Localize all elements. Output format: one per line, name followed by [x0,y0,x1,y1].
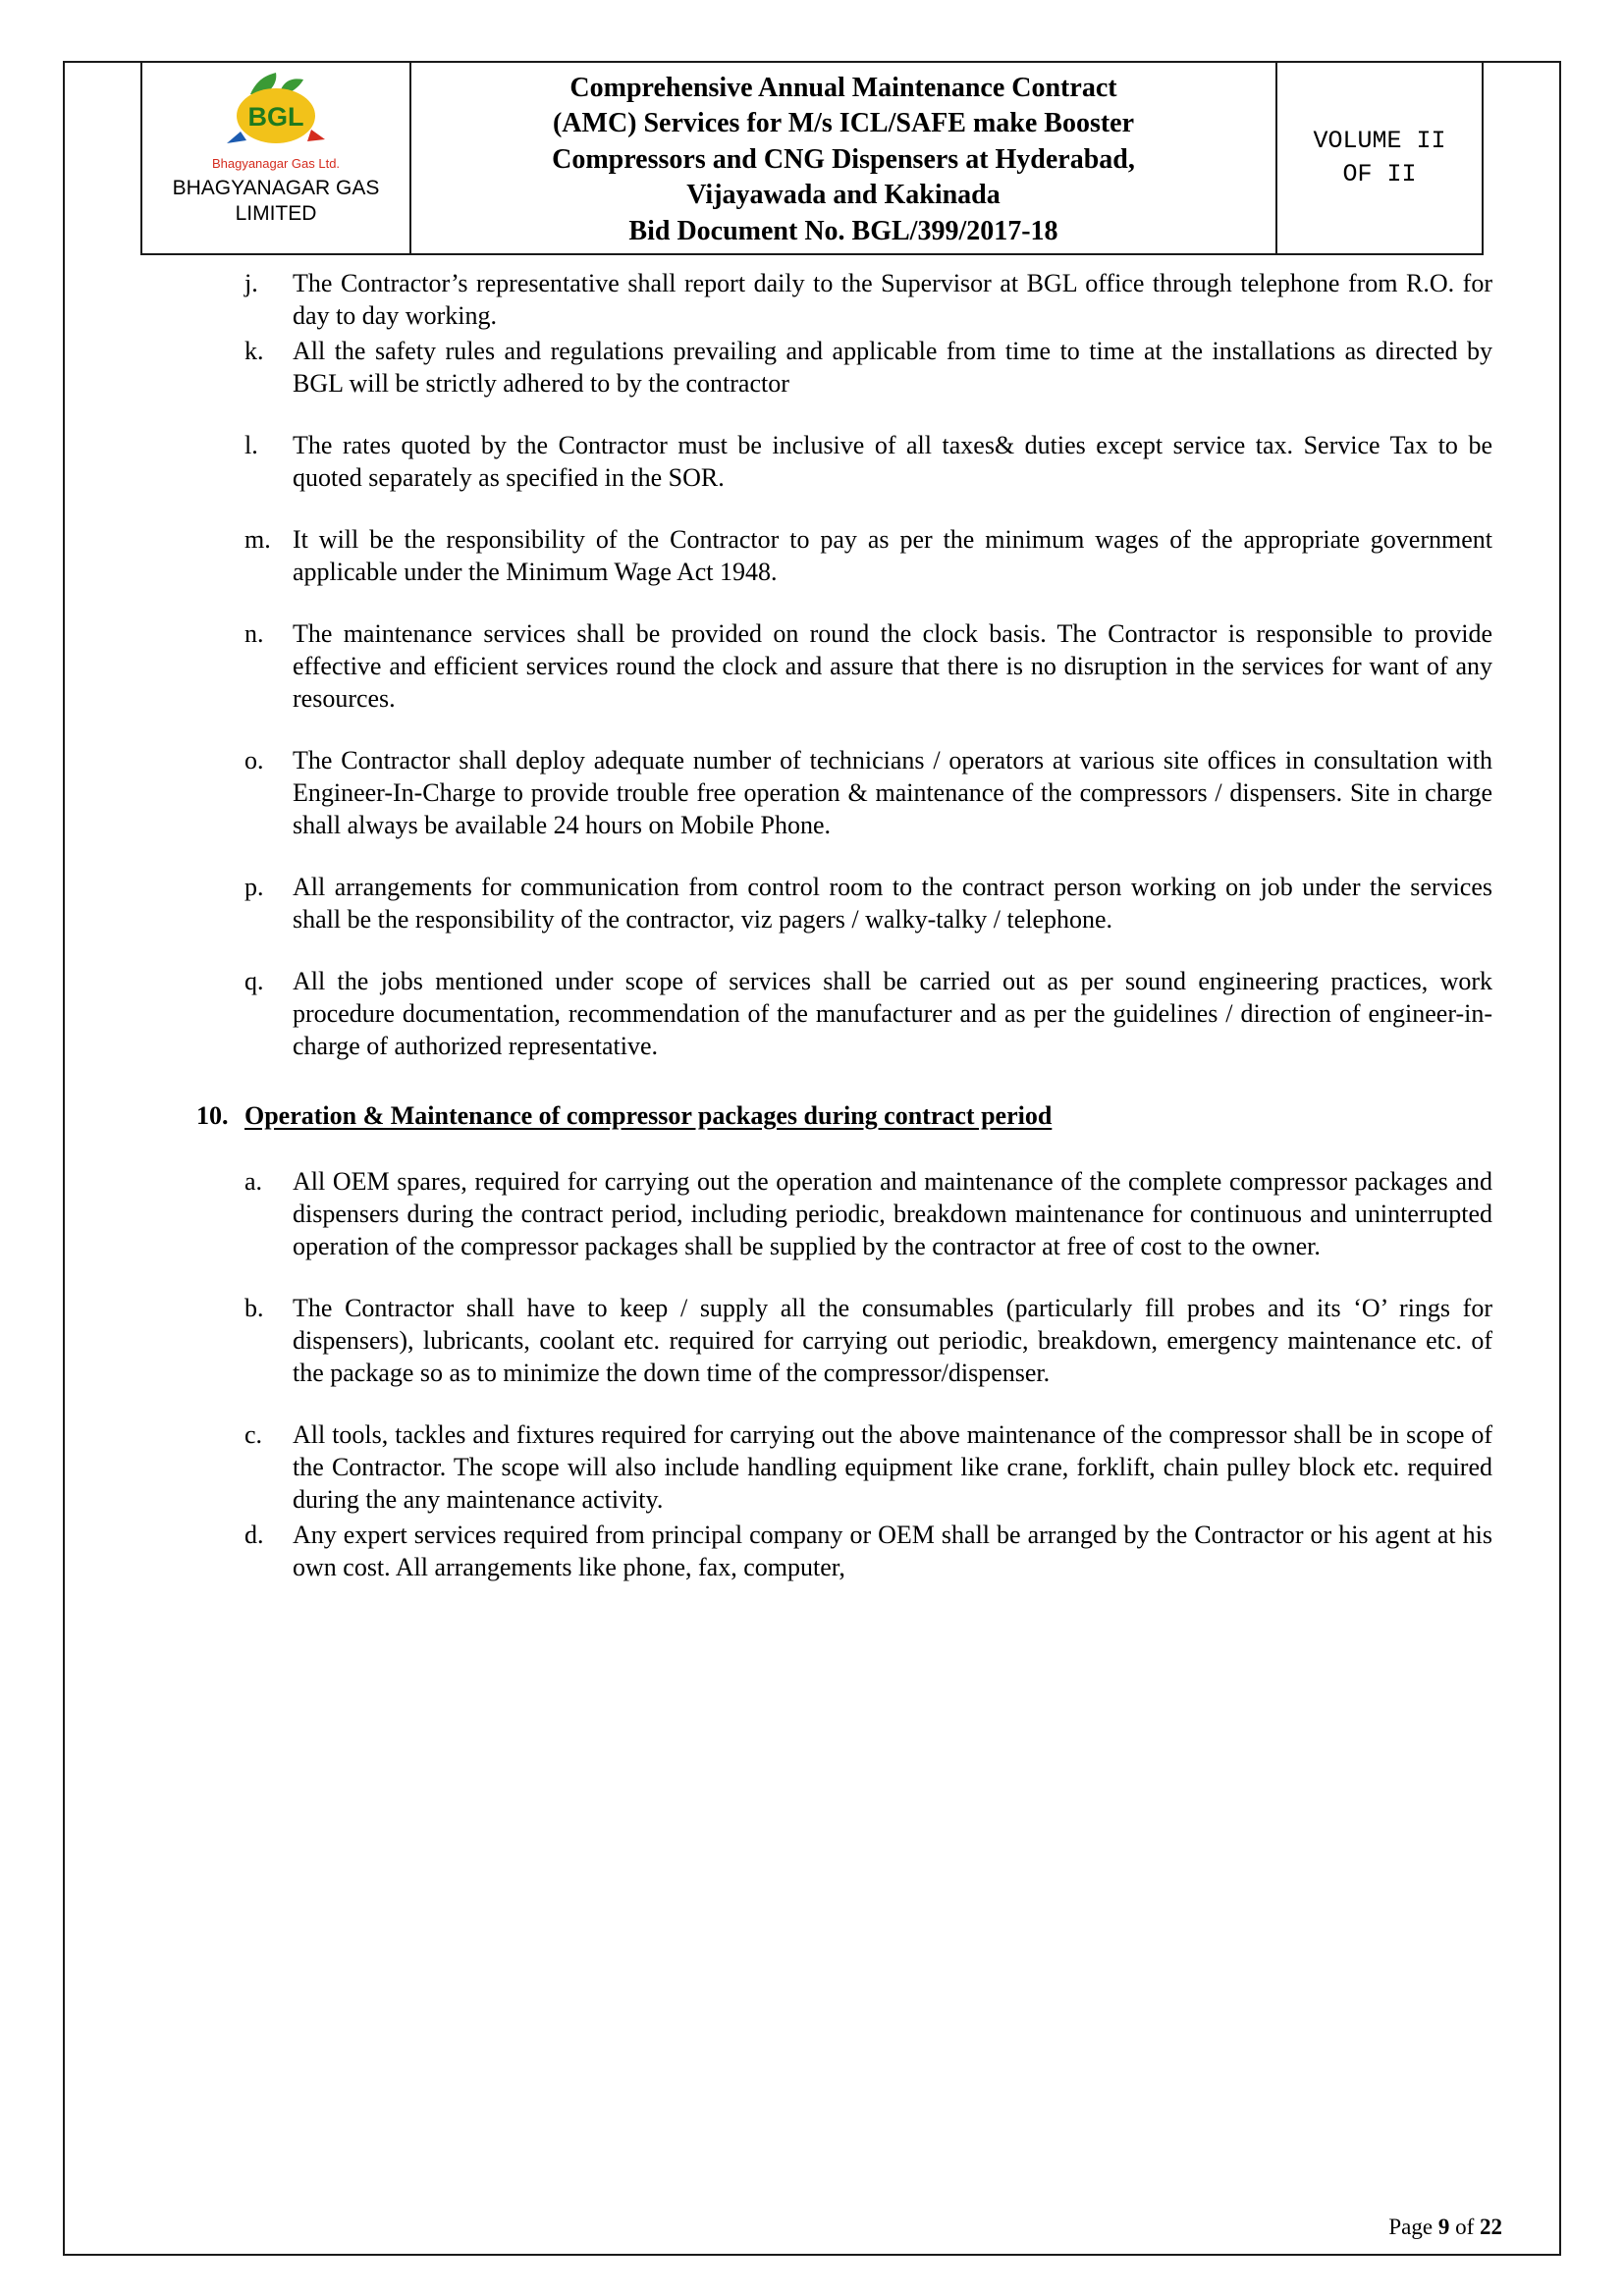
list-item-text: The maintenance services shall be provided on round the clock basis. The Contractor is responsible to provide effective and efficient services round the clock and assure that there is no disruption in the services for want of any resources. [293,618,1492,713]
list-item-label: p. [244,872,264,901]
list-item-label: a. [244,1166,263,1196]
footer-of-word: of [1455,2215,1475,2239]
list-item-text: The rates quoted by the Contractor must be inclusive of all taxes& duties except service tax. Service Tax to be quoted separately as specified in the SOR. [293,430,1492,492]
list-item-label: m. [244,524,271,554]
footer-page-word: Page [1388,2215,1434,2239]
document-header [140,61,1484,255]
logo-cell [142,63,411,253]
title-cell [411,63,1277,253]
bid-document-number: Bid Document No. BGL/399/2017-18 [628,215,1058,246]
volume-line1: VOLUME II [1313,127,1446,156]
list-item-text: The Contractor shall have to keep / supply all the consumables (particularly fill probes and its ‘O’ rings for dispensers), lubricants, coolant etc. required for carrying out periodic, breakdown, emergency maintenance etc. of the package so as to minimize the down time of the compressor/dispenser. [293,1293,1492,1387]
list-item-text: All the jobs mentioned under scope of services shall be carried out as per sound engineering practices, work procedure documentation, recommendation of the manufacturer and as per the guidelines / direction of engineer-in-charge of authorized representative. [293,966,1492,1060]
list-item [244,523,1492,588]
list-item-label: k. [244,336,264,365]
section-number: 10. [196,1100,229,1130]
document-title-line2: (AMC) Services for M/s ICL/SAFE make Booster [552,108,1135,139]
footer-total-pages: 22 [1480,2215,1502,2239]
list-item-label: c. [244,1419,263,1449]
volume-cell [1277,63,1482,253]
list-item [244,1165,1492,1262]
list-item-label: j. [244,268,258,297]
company-name-line1: BHAGYANAGAR GAS [172,177,380,199]
list-item [244,429,1492,494]
list-item-text: All tools, tackles and fixtures required for carrying out the above maintenance of the compressor shall be in scope of the Contractor. The scope will also include handling equipment like crane, forklift, chain pulley block etc. required during the any maintenance activity. [293,1419,1492,1514]
list-item [244,744,1492,841]
list-item [244,1418,1492,1516]
company-name-line2: LIMITED [235,202,317,226]
list-item-label: q. [244,966,264,995]
section-heading [196,1099,1492,1132]
document-title-line1: Comprehensive Annual Maintenance Contract [569,73,1117,103]
list-item-text: The Contractor’s representative shall report daily to the Supervisor at BGL office through telephone from R.O. for day to day working. [293,268,1492,330]
list-item-label: l. [244,430,258,459]
document-title-line4: Vijayawada and Kakinada [686,180,1001,211]
list-item-label: b. [244,1293,264,1322]
document-body [65,255,1559,1583]
list-item-text: All the safety rules and regulations prevailing and applicable from time to time at the installations as directed by BGL will be strictly adhered to by the contractor [293,336,1492,398]
list-item-label: n. [244,618,264,648]
list-item-text: Any expert services required from principal company or OEM shall be arranged by the Contractor or his agent at his own cost. All arrangements like phone, fax, computer, [293,1520,1492,1581]
list-item [244,1292,1492,1389]
footer-page-number: 9 [1437,2215,1450,2239]
logo-tagline: Bhagyanagar Gas Ltd. [211,156,341,171]
list-item [244,965,1492,1062]
company-name [173,176,380,228]
logo-acronym: BGL [247,102,304,132]
section-title: Operation & Maintenance of compressor packages during contract period [244,1100,1053,1130]
bgl-logo-icon [221,71,331,160]
list-item-text: All arrangements for communication from control room to the contract person working on job under the services shall be the responsibility of the contractor, viz pagers / walky-talky / telephone. [293,872,1492,934]
list-item-label: d. [244,1520,264,1549]
list-item [244,1519,1492,1583]
list-item [244,617,1492,715]
list-item [244,871,1492,935]
list-item-label: o. [244,745,264,774]
document-title-line3: Compressors and CNG Dispensers at Hyderabad, [552,143,1135,175]
list-item-text: The Contractor shall deploy adequate number of technicians / operators at various site offices in consultation with Engineer-In-Charge to provide trouble free operation & maintenance of the compressors / dispensers. Site in charge shall always be available 24 hours on Mobile Phone. [293,745,1492,839]
list-item [244,267,1492,332]
page-border [63,61,1561,2256]
list-item-text: All OEM spares, required for carrying out the operation and maintenance of the complete compressor packages and dispensers during the contract period, including periodic, breakdown maintenance for continuous and uninterrupted operation of the compressor packages shall be supplied by the contractor at free of cost to the owner. [293,1166,1492,1260]
list-item [244,335,1492,400]
volume-line2: OF II [1342,159,1417,188]
page-footer [1388,2215,1502,2240]
list-item-text: It will be the responsibility of the Contractor to pay as per the minimum wages of the appropriate government applicable under the Minimum Wage Act 1948. [293,524,1492,586]
